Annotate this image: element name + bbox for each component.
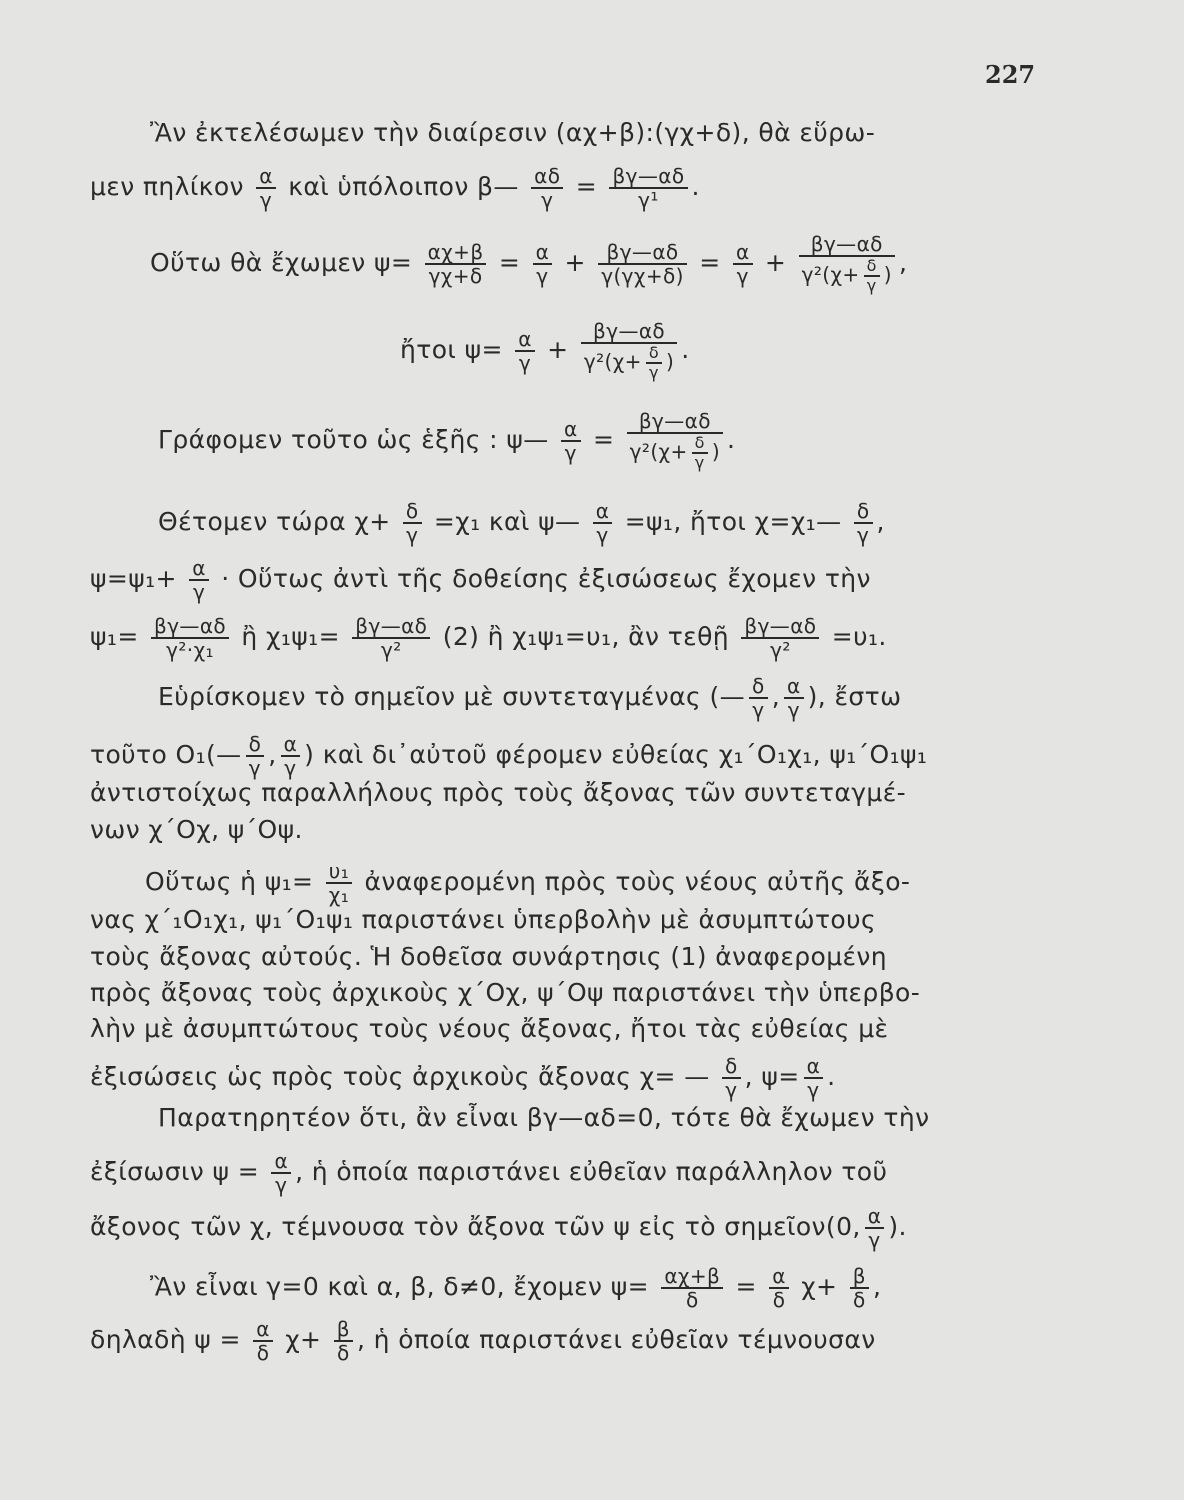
fraction bbox=[256, 165, 276, 211]
fraction bbox=[403, 500, 422, 546]
text-span: = bbox=[699, 248, 721, 277]
text-line-8 bbox=[90, 615, 887, 661]
text-span: χ+ bbox=[285, 1325, 322, 1354]
denominator: γ bbox=[857, 523, 870, 547]
text-span: + bbox=[564, 248, 586, 277]
fraction bbox=[850, 1265, 869, 1311]
text-line-21: ἄξονος τῶν χ, τέμνουσα τὸν ἄξονα τῶν ψ εἰς τὸ σημεῖον(0, $\frac{\alpha}{\gamma}$ ). bbox=[90, 1204, 907, 1252]
text-span: καὶ δι᾽αὐτοῦ φέρομεν εὐθείας χ₁΄O₁χ₁, ψ₁΄O₁ψ₁ bbox=[322, 740, 928, 769]
fraction bbox=[271, 1150, 291, 1196]
text-span: λὴν μὲ ἀσυμπτώτους τοὺς νέους ἄξονας, ἤτοι τὰς εὐθείας μὲ bbox=[90, 1014, 889, 1043]
denominator: γ bbox=[248, 756, 262, 780]
numerator: βγ—αδ bbox=[741, 615, 819, 639]
text-span: · Οὕτως ἀντὶ τῆς δοθείσης ἐξισώσεως ἔχομεν τὴν bbox=[221, 564, 871, 593]
text-span: ἀναφερομένη πρὸς τοὺς νέους αὐτῆς ἄξο- bbox=[364, 867, 911, 896]
numerator: β bbox=[334, 1318, 353, 1342]
numerator: δ bbox=[854, 500, 873, 524]
fraction bbox=[722, 1055, 741, 1101]
denominator: γ²(χ+ $\frac{\delta}{\gamma}$ ) bbox=[801, 256, 892, 295]
numerator: αδ bbox=[531, 165, 563, 189]
fraction bbox=[425, 241, 487, 287]
text-line-14 bbox=[90, 905, 876, 935]
numerator: α bbox=[561, 418, 581, 442]
fraction bbox=[253, 1318, 273, 1364]
text-span: ἢ χ₁ψ₁= bbox=[241, 622, 340, 651]
denominator: γ bbox=[736, 264, 749, 288]
fraction bbox=[246, 733, 265, 779]
nested-fraction bbox=[646, 344, 662, 382]
text-span: Οὕτω θὰ ἔχωμεν ψ= bbox=[150, 248, 413, 277]
denominator: γ bbox=[564, 441, 577, 465]
text-span: Θέτομεν τώρα χ+ bbox=[158, 507, 391, 536]
numerator: α bbox=[733, 241, 753, 265]
denominator: γ bbox=[541, 188, 554, 212]
fraction bbox=[784, 675, 804, 721]
text-line-20 bbox=[90, 1150, 887, 1196]
denominator: γ² bbox=[380, 638, 402, 662]
fraction bbox=[561, 418, 581, 464]
text-line-13 bbox=[145, 860, 910, 906]
fraction bbox=[281, 733, 301, 779]
text-line-23 bbox=[90, 1318, 876, 1364]
numerator: α bbox=[784, 675, 804, 699]
numerator: α bbox=[256, 165, 276, 189]
numerator: α bbox=[804, 1055, 824, 1079]
denominator-part: γ²(χ+ bbox=[801, 262, 860, 287]
denominator: δ bbox=[772, 1288, 786, 1312]
text-span: πρὸς ἄξονας τοὺς ἀρχικοὺς χ΄Oχ, ψ΄Oψ παριστάνει τὴν ὑπερβο- bbox=[90, 978, 921, 1007]
numerator: α bbox=[515, 328, 535, 352]
fraction bbox=[804, 1055, 824, 1101]
text-line-12 bbox=[90, 815, 303, 845]
numerator: δ bbox=[864, 257, 880, 277]
text-span: =χ₁ καὶ ψ— bbox=[433, 507, 581, 536]
text-span: ἄξονος τῶν χ, τέμνουσα τὸν ἄξονα τῶν ψ εἰς τὸ σημεῖον bbox=[90, 1212, 826, 1241]
fraction bbox=[741, 615, 819, 661]
denominator: γ²(χ+ $\frac{\delta}{\gamma}$ ) bbox=[583, 343, 675, 382]
text-span: Εὑρίσκομεν τὸ σημεῖον μὲ συντεταγμένας bbox=[158, 682, 702, 711]
numerator: α bbox=[253, 1318, 273, 1342]
text-line-11 bbox=[90, 778, 906, 808]
text-span: + bbox=[547, 335, 569, 364]
fraction bbox=[189, 557, 209, 603]
numerator: δ bbox=[646, 344, 662, 364]
text-span: Ἂν εἶναι γ=0 καὶ α, β, δ≠0, ἔχομεν ψ= bbox=[150, 1272, 649, 1301]
text-span: ἀντιστοίχως παραλλήλους πρὸς τοὺς ἄξονας τῶν συντεταγμέ- bbox=[90, 778, 907, 807]
text-span: =ψ₁, ἤτοι χ=χ₁— bbox=[624, 507, 842, 536]
denominator: γ bbox=[518, 351, 532, 375]
fraction bbox=[661, 1265, 723, 1311]
fraction bbox=[533, 241, 553, 287]
numerator: αχ+β bbox=[661, 1265, 723, 1289]
numerator: δ bbox=[246, 733, 265, 757]
numerator: βγ—αδ bbox=[151, 615, 229, 639]
text-span: , ψ= bbox=[744, 1062, 800, 1091]
text-line-1 bbox=[150, 118, 875, 148]
fraction bbox=[326, 860, 352, 906]
denominator-part: γ²(χ+ bbox=[629, 439, 688, 464]
text-span: χ+ bbox=[801, 1272, 838, 1301]
denominator: χ₁ bbox=[328, 883, 350, 907]
fraction bbox=[598, 241, 687, 287]
denominator: γ bbox=[807, 1078, 820, 1102]
text-line-4: ἤτοι ψ= $\frac{\alpha}{\gamma}$ + βγ—αδ γ²(χ+ $\frac{\delta}{\gamma}$ ) . bbox=[400, 319, 690, 382]
fraction bbox=[151, 615, 229, 661]
denominator: γχ+δ bbox=[428, 264, 483, 288]
text-line-3: Οὕτω θὰ ἔχωμεν ψ= $\frac{\alpha\chi+\beta}{\gamma\chi+\delta}$ = $\frac{\alpha}{\gamma}$ + $\frac{\beta\gamma—\alpha\delta}{\gamma(\gamma\chi+\delta)}$ = $\frac{\alpha}{\gamma}$ + βγ—αδ γ²(χ+ $\frac{\delta}{\gamma}$ ) , bbox=[150, 232, 908, 295]
numerator: βγ—αδ bbox=[598, 241, 687, 265]
denominator: δ bbox=[256, 1341, 270, 1365]
text-span: νας χ΄₁O₁χ₁, ψ₁΄O₁ψ₁ παριστάνει ὑπερβολὴν μὲ ἀσυμπτώτους bbox=[90, 905, 877, 934]
numerator: βγ—αδ bbox=[581, 320, 677, 344]
denominator: γ²(χ+ $\frac{\delta}{\gamma}$ ) bbox=[629, 433, 721, 472]
text-span: τοῦτο O₁ bbox=[90, 740, 207, 769]
numerator: α bbox=[769, 1265, 789, 1289]
text-span: ἤτοι ψ= bbox=[400, 335, 503, 364]
numerator: α bbox=[281, 733, 301, 757]
numerator: α bbox=[533, 241, 553, 265]
fraction bbox=[581, 320, 677, 382]
text-line-19 bbox=[158, 1103, 929, 1133]
numerator: α bbox=[189, 557, 209, 581]
fraction bbox=[334, 1318, 353, 1364]
denominator: γ bbox=[284, 756, 297, 780]
text-line-22: Ἂν εἶναι γ=0 καὶ α, β, δ≠0, ἔχομεν ψ= $\frac{\alpha\chi+\beta}{\delta}$ = $\frac{\alpha}{\delta}$ χ+ $\frac{\beta}{\delta}$ , bbox=[150, 1264, 882, 1312]
numerator: δ bbox=[692, 434, 708, 454]
numerator: α bbox=[593, 500, 613, 524]
nested-fraction bbox=[692, 434, 708, 472]
fraction bbox=[593, 500, 613, 546]
numerator: δ bbox=[722, 1055, 741, 1079]
denominator: γ²·χ₁ bbox=[166, 638, 214, 662]
fraction bbox=[865, 1205, 885, 1251]
numerator: υ₁ bbox=[326, 860, 352, 884]
numerator: β bbox=[850, 1265, 869, 1289]
text-span: = bbox=[592, 425, 615, 454]
denominator-part: γ²(χ+ bbox=[583, 349, 642, 374]
text-span: = bbox=[498, 248, 521, 277]
text-span: Γράφομεν τοῦτο ὡς ἑξῆς : ψ— bbox=[158, 425, 549, 454]
text-line-2: μεν πηλίκον $\frac{\alpha}{\gamma}$ καὶ ὑπόλοιπον β— $\frac{\alpha\delta}{\gamma}$ = $\frac{\beta\gamma—\alpha\delta}{\text{γ¹}}$ . bbox=[90, 164, 700, 212]
text-span: ἐξίσωσιν ψ = bbox=[90, 1157, 260, 1186]
denominator: γ¹ bbox=[638, 188, 659, 212]
denominator: γ bbox=[866, 276, 877, 295]
text-span: Οὕτως ἡ ψ₁= bbox=[145, 867, 314, 896]
text-span: = bbox=[735, 1272, 757, 1301]
denominator: δ bbox=[853, 1288, 866, 1312]
numerator: αχ+β bbox=[425, 241, 487, 265]
denominator: γ bbox=[406, 523, 419, 547]
text-span: καὶ ὑπόλοιπον β— bbox=[288, 172, 519, 201]
fraction bbox=[799, 233, 895, 295]
denominator: γ bbox=[536, 264, 549, 288]
denominator: γ bbox=[649, 363, 659, 382]
numerator: βγ—αδ bbox=[799, 233, 895, 257]
text-line-5: Γράφομεν τοῦτο ὡς ἑξῆς : ψ— $\frac{\alpha}{\gamma}$ = βγ—αδ γ²(χ+ $\frac{\delta}{\gamma}$ ) . bbox=[158, 409, 736, 472]
denominator: γ bbox=[694, 453, 705, 472]
denominator: γ bbox=[868, 1228, 881, 1252]
fraction bbox=[531, 165, 563, 211]
denominator: δ bbox=[337, 1341, 350, 1365]
text-span: ψ=ψ₁+ bbox=[90, 564, 177, 593]
denominator: γ bbox=[275, 1173, 288, 1197]
text-span: ἐξισώσεις ὡς πρὸς τοὺς ἀρχικοὺς ἄξονας χ= — bbox=[90, 1062, 710, 1091]
numerator: δ bbox=[403, 500, 422, 524]
fraction bbox=[769, 1265, 789, 1311]
nested-fraction bbox=[864, 257, 880, 295]
text-span: Ἂν ἐκτελέσωμεν τὴν διαίρεσιν (αχ+β):(γχ+δ), θὰ εὕρω- bbox=[150, 118, 876, 147]
denominator: γ² bbox=[770, 638, 791, 662]
numerator: βγ—αδ bbox=[627, 410, 723, 434]
fraction bbox=[609, 165, 687, 211]
text-line-10: τοῦτο O₁(— $\frac{\delta}{\gamma}$ , $\frac{\alpha}{\gamma}$ ) καὶ δι᾽αὐτοῦ φέρομεν εὐθείας χ₁΄O₁χ₁, ψ₁΄O₁ψ₁ bbox=[90, 732, 928, 780]
text-span: + bbox=[764, 248, 787, 277]
page-number: 227 bbox=[985, 60, 1036, 89]
fraction bbox=[733, 241, 753, 287]
numerator: δ bbox=[749, 675, 768, 699]
text-span: τοὺς ἄξονας αὐτούς. Ἡ δοθεῖσα συνάρτησις (1) ἀναφερομένη bbox=[90, 942, 888, 971]
numerator: βγ—αδ bbox=[352, 615, 430, 639]
text-span: δηλαδὴ ψ = bbox=[90, 1325, 241, 1354]
text-line-17 bbox=[90, 1014, 888, 1044]
text-span: νων χ΄Oχ, ψ΄Oψ. bbox=[90, 815, 303, 844]
text-span: =υ₁. bbox=[831, 622, 887, 651]
fraction bbox=[352, 615, 430, 661]
text-line-15 bbox=[90, 942, 887, 972]
text-span: , ἡ ὁποία παριστάνει εὐθεῖαν παράλληλον τοῦ bbox=[295, 1157, 888, 1186]
numerator: βγ—αδ bbox=[609, 165, 687, 189]
text-line-7 bbox=[90, 557, 871, 603]
denominator: γ(γχ+δ) bbox=[601, 264, 684, 288]
denominator: γ bbox=[596, 523, 609, 547]
text-span: , ἡ ὁποία παριστάνει εὐθεῖαν τέμνουσαν bbox=[356, 1325, 876, 1354]
fraction bbox=[627, 410, 723, 472]
denominator: γ bbox=[259, 188, 273, 212]
text-span: = bbox=[575, 172, 598, 201]
numerator: α bbox=[271, 1150, 291, 1174]
numerator: α bbox=[865, 1205, 885, 1229]
text-span: μεν πηλίκον bbox=[90, 172, 244, 201]
denominator: δ bbox=[685, 1288, 699, 1312]
text-span: ψ₁= bbox=[90, 622, 139, 651]
fraction bbox=[515, 328, 535, 374]
fraction bbox=[854, 500, 873, 546]
denominator: γ bbox=[787, 698, 800, 722]
text-span: ἔστω bbox=[834, 682, 902, 711]
denominator: γ bbox=[752, 698, 765, 722]
text-line-9: Εὑρίσκομεν τὸ σημεῖον μὲ συντεταγμένας (— $\frac{\delta}{\gamma}$ , $\frac{\alpha}{\gamma}$ ), ἔστω bbox=[158, 674, 902, 722]
text-line-16 bbox=[90, 978, 920, 1008]
text-span: Παρατηρητέον ὅτι, ἂν εἶναι βγ—αδ=0, τότε θὰ ἔχωμεν τὴν bbox=[158, 1103, 930, 1132]
fraction bbox=[749, 675, 768, 721]
text-line-6: Θέτομεν τώρα χ+ $\frac{\delta}{\gamma}$ =χ₁ καὶ ψ— $\frac{\alpha}{\gamma}$ =ψ₁, ἤτοι χ=χ₁— $\frac{\delta}{\gamma}$ , bbox=[158, 499, 885, 547]
text-span: (2) ἢ χ₁ψ₁=υ₁, ἂν τεθῇ bbox=[442, 622, 730, 651]
text-line-18: ἐξισώσεις ὡς πρὸς τοὺς ἀρχικοὺς ἄξονας χ= — $\frac{\delta}{\gamma}$ , ψ= $\frac{\alpha}{\gamma}$ . bbox=[90, 1054, 836, 1102]
denominator: γ bbox=[725, 1078, 738, 1102]
denominator: γ bbox=[192, 580, 206, 604]
